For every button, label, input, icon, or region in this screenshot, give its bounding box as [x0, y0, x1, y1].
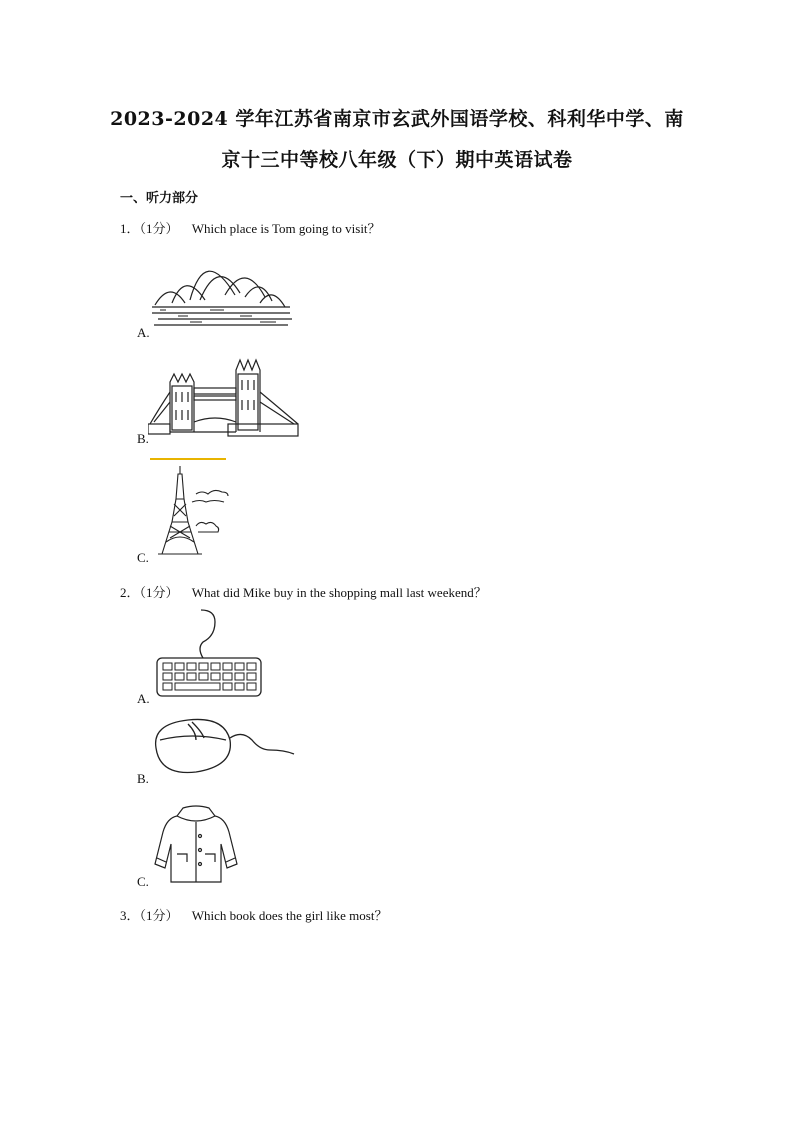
page-title-line-2: 京十三中等校八年级（下）期中英语试卷: [221, 149, 573, 171]
question-2-text: What did Mike buy in the shopping mall last weekend？: [191, 585, 487, 600]
option-2a-label[interactable]: A.: [137, 691, 150, 706]
sydney-opera-house-image[interactable]: [150, 245, 295, 335]
option-1b-label[interactable]: B.: [137, 431, 149, 446]
page-title-line-1: 2023-2024 学年江苏省南京市玄武外国语学校、科利华中学、南: [110, 108, 684, 130]
section-heading: 一、听力部分: [120, 191, 199, 206]
question-2: [120, 582, 487, 601]
option-2c-label[interactable]: C.: [137, 874, 149, 889]
option-2b-label[interactable]: B.: [137, 771, 149, 786]
question-1-text: Which place is Tom going to visit？: [191, 221, 381, 236]
question-3-text: Which book does the girl like most？: [191, 908, 388, 923]
option-1c-label[interactable]: C.: [137, 550, 149, 565]
question-1: [120, 218, 381, 237]
question-3-number: 3．（1分）: [120, 908, 179, 923]
question-3: [120, 905, 387, 924]
jacket-image[interactable]: [153, 802, 239, 886]
highlight-line: [150, 458, 226, 460]
keyboard-image[interactable]: [155, 608, 265, 698]
computer-mouse-image[interactable]: [152, 714, 297, 780]
tower-bridge-image[interactable]: [148, 352, 300, 440]
question-2-number: 2．（1分）: [120, 585, 179, 600]
eiffel-tower-image[interactable]: [158, 464, 230, 556]
option-1a-label[interactable]: A.: [137, 325, 150, 340]
question-1-number: 1．（1分）: [120, 221, 179, 236]
